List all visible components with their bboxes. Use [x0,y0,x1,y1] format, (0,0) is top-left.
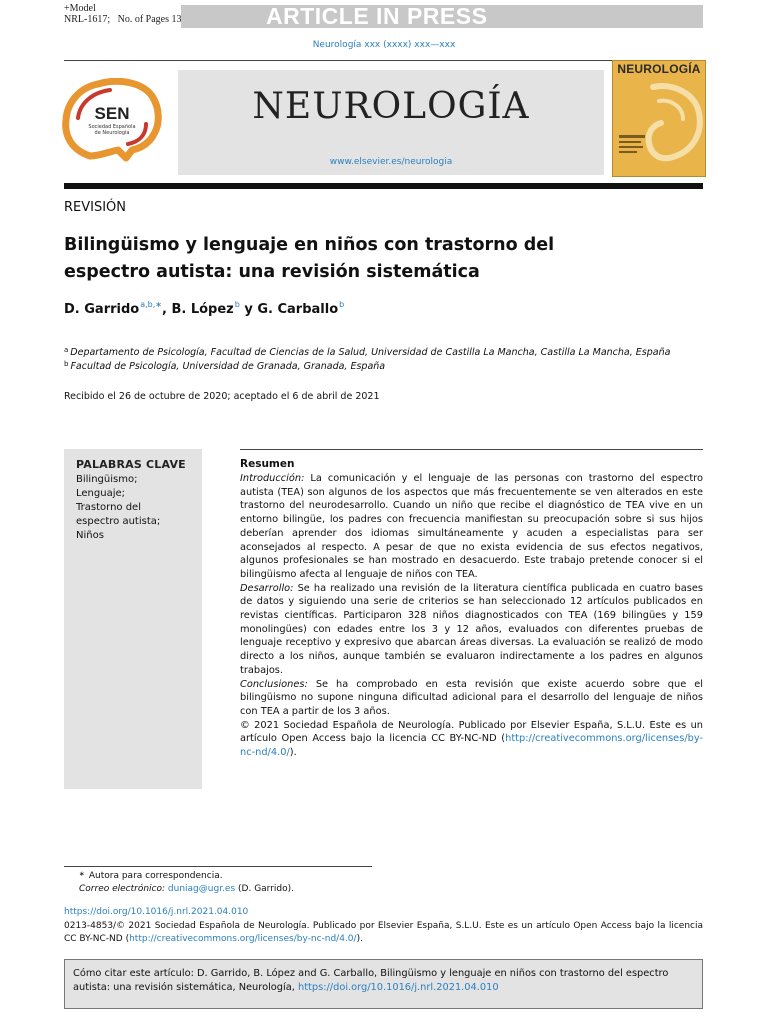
sen-logo [62,78,162,164]
keyword-item: Niños [76,530,104,541]
title-line-2: espectro autista: una revisión sistemática [64,262,480,282]
author-name: B. López [171,302,234,317]
title-line-1: Bilingüismo y lenguaje en niños con trastorno del [64,235,555,255]
correspondence-line [64,868,294,883]
affiliation-a [64,346,670,358]
logo-text: SEN [94,104,130,123]
development-label: Desarrollo: [240,582,294,594]
intro-text: La comunicación y el lenguaje de las personas con trastorno del espectro autista (TEA) son algunos de los aspectos que más frecuentemente se ven alterados en este trastorno del neurodesarrollo. Cuando un niño que recibe el diagnóstico de TEA vive en un entorno bilingüe, los padres con frecuencia manifiestan su preocupación sobre si sus hijos deberían aprender dos idiomas simultáneamente y acuden a especialistas para ser aconsejados al respecto. A pesar de que no exista evidencia de sus efectos negativos, algunos profesionales se han mostrado en desacuerdo. Este trabajo pretende conocer si el bilingüismo afecta al lenguaje de niños con TEA. [240,473,703,580]
section-label: REVISIÓN [64,200,127,215]
license-text: 0213-4853/© 2021 Sociedad Española de Neurología. Publicado por Elsevier España, S.L.U. Este es un artículo Open Access bajo la licencia CC BY-NC-ND ( [64,921,703,944]
author-affiliation-mark[interactable]: a,b,∗ [140,300,162,309]
affiliation-text: Facultad de Psicología, Universidad de Granada, Granada, España [70,361,386,372]
abstract-heading: Resumen [240,458,295,470]
email-owner: (D. Garrido). [238,884,295,894]
received-accepted-dates: Recibido el 26 de octubre de 2020; aceptado el 6 de abril de 2021 [64,391,380,402]
page-count: No. of Pages 13 [117,14,182,25]
author-list [64,300,344,317]
development-text: Se ha realizado una revisión de la literatura científica publicada en cuatro bases de datos y siguiendo una serie de criterios se han seleccionado 12 artículos publicados en revistas científicas. Participaron 328 niños diagnosticados con TEA (169 bilingües y 159 monolingües) con edades entre los 3 y 12 años, evaluados con diferentes pruebas de lenguaje receptivo y expresivo que abarcan áreas diversas. La evaluación se realizó de modo directo a los niños, aunque también se evaluaron indirectamente a los padres en algunos trabajos. [240,582,703,676]
abstract-body [240,472,703,760]
ref-line [64,14,182,25]
keyword-item: espectro autista; [76,516,161,527]
header-thick-rule [64,183,703,189]
header-rule [64,60,703,61]
author-name: D. Garrido [64,302,140,317]
cover-brain-icon [613,77,705,176]
intro-label: Introducción: [240,473,305,484]
model-label: +Model [64,3,96,14]
footnote-rule [64,866,372,867]
abstract-development [240,582,703,678]
keyword-item: Bilingüismo; [76,474,138,485]
keyword-item: Trastorno del [76,502,141,513]
keyword-item: Lenguaje; [76,488,125,499]
author-affiliation-mark[interactable]: b [234,300,240,309]
citation-body: Cómo citar este artículo: D. Garrido, B. López and G. Carballo, Bilingüismo y lenguaje en niños con trastorno del espectro autista: una revisión sistemática, Neurología, [73,968,669,993]
keywords-list [76,473,200,543]
footnote-mark: ∗ [79,870,85,878]
logo-subtitle-line2: de Neurología [94,130,130,136]
journal-cover [612,60,706,177]
abstract-copyright [240,719,703,760]
license-link[interactable]: http://creativecommons.org/licenses/by-nc-nd/4.0/ [129,934,357,944]
cover-title: NEUROLOGÍA [617,62,701,76]
copyright-end: ). [289,747,297,759]
copyright-text: © 2021 Sociedad Española de Neurología. Publicado por Elsevier España, S.L.U. Este es un artículo Open Access bajo la licencia CC BY-NC-ND ( [240,719,703,745]
keywords-title: PALABRAS CLAVE [76,458,186,471]
logo-subtitle [62,124,162,136]
author-name: G. Carballo [257,302,339,317]
email-line [64,883,294,896]
author-affiliation-mark[interactable]: b [339,300,345,309]
author-separator: y [239,302,258,317]
article-in-press-label: ARTICLE IN PRESS [266,3,488,29]
correspondence-text: Autora para correspondencia. [88,871,223,881]
abstract-rule [240,449,703,450]
affiliation-mark: a [64,346,69,354]
affiliation-text: Departamento de Psicología, Facultad de Ciencias de la Salud, Universidad de Castilla La Mancha, Castilla La Mancha, España [70,347,671,358]
abstract-conclusions [240,678,703,719]
author-separator: , [162,302,172,317]
citation-text [73,967,695,995]
ref-code: NRL-1617; [64,14,111,25]
journal-title: NEUROLOGÍA [252,86,530,127]
conclusions-text: Se ha comprobado en esta revisión que existe acuerdo sobre que el bilingüismo no supone ninguna dificultad adicional para el desarrollo del lenguaje de niños con TEA a partir de los 3 años. [240,678,703,717]
conclusions-label: Conclusiones: [240,678,308,690]
license-statement [64,920,703,946]
affiliation-mark: b [64,360,69,368]
article-title [64,232,664,286]
journal-url[interactable]: www.elsevier.es/neurologia [329,157,453,167]
license-link[interactable]: http://creativecommons.org/licenses/by-nc-nd/4.0/ [240,733,703,759]
logo-subtitle-line1: Sociedad Española [88,124,136,130]
abstract-introduction [240,472,703,582]
license-end: ). [356,934,363,944]
correspondence-footnote [64,868,294,896]
affiliation-b [64,360,385,372]
journal-reference: Neurología xxx (xxxx) xxx—xxx [312,40,456,50]
citation-doi-link[interactable]: https://doi.org/10.1016/j.nrl.2021.04.010 [297,982,499,993]
email-link[interactable]: duniag@ugr.es [167,884,236,894]
header-meta [64,3,182,25]
doi-link[interactable]: https://doi.org/10.1016/j.nrl.2021.04.010 [64,907,249,917]
email-label: Correo electrónico: [79,884,166,894]
